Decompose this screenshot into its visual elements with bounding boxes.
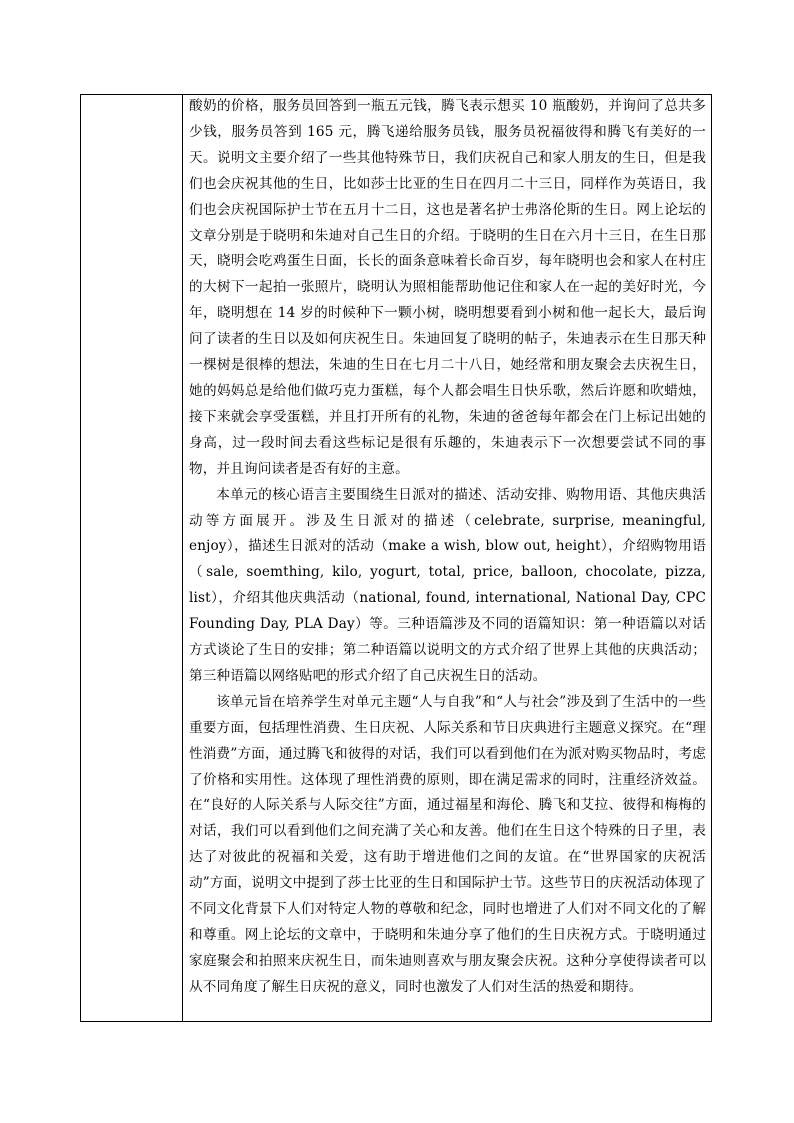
content-table bbox=[80, 94, 712, 1022]
label-cell bbox=[81, 95, 183, 1021]
paragraph-core-language: 本单元的核心语言主要围绕生日派对的描述、活动安排、购物用语、其他庆典活动等方面展开。涉及生日派对的描述（celebrate, surprise, meaningful, enjoy），描述生日派对的活动（make a wish, blow out, height），介绍购物用语（sale, soemthing, kilo, yogurt, total, price, balloon, chocolate, pizza, list），介绍其他庆典活动（national, found, international, National Day, CPC Founding Day, PLA Day）等。三种语篇涉及不同的语篇知识：第一种语篇以对话方式谈论了生日的安排；第二种语篇以说明文的方式介绍了世界上其他的庆典活动；第三种语篇以网络贴吧的形式介绍了自己庆祝生日的活动。 bbox=[189, 486, 706, 684]
paragraph-theme-meaning: 该单元旨在培养学生对单元主题“人与自我”和“人与社会”涉及到了生活中的一些重要方面，包括理性消费、生日庆祝、人际关系和节日庆典进行主题意义探究。在“理性消费”方面，通过腾飞和彼得的对话，我们可以看到他们在为派对购买物品时，考虑了价格和实用性。这体现了理性消费的原则，即在满足需求的同时，注重经济效益。在“良好的人际关系与人际交往”方面，通过福星和海伦、腾飞和艾拉、彼得和梅梅的对话，我们可以看到他们之间充满了关心和友善。他们在生日这个特殊的日子里，表达了对彼此的祝福和关爱，这有助于增进他们之间的友谊。在“世界国家的庆祝活动”方面，说明文中提到了莎士比亚的生日和国际护士节。这些节日的庆祝活动体现了不同文化背景下人们对特定人物的尊敬和纪念，同时也增进了人们对不同文化的了解和尊重。网上论坛的文章中，于晓明和朱迪分享了他们的生日庆祝方式。于晓明通过家庭聚会和拍照来庆祝生日，而朱迪则喜欢与朋友聚会庆祝。这种分享使得读者可以从不同角度了解生日庆祝的意义，同时也激发了人们对生活的热爱和期待。 bbox=[189, 693, 706, 995]
content-cell bbox=[183, 95, 711, 1021]
paragraph-text-summary: 酸奶的价格，服务员回答到一瓶五元钱，腾飞表示想买 10 瓶酸奶，并询问了总共多少钱，服务员答到 165 元，腾飞递给服务员钱，服务员祝福彼得和腾飞有美好的一天。说明文主要介绍了一些其他特殊节日，我们庆祝自己和家人朋友的生日，但是我们也会庆祝其他的生日，比如莎士比亚的生日在四月二十三日，同样作为英语日，我们也会庆祝国际护士节在五月十二日，这也是著名护士弗洛伦斯的生日。网上论坛的文章分别是于晓明和朱迪对自己生日的介绍。于晓明的生日在六月十三日，在生日那天，晓明会吃鸡蛋生日面，长长的面条意味着长命百岁，每年晓明也会和家人在村庄的大树下一起拍一张照片，晓明认为照相能帮助他记住和家人在一起的美好时光，今年，晓明想在 14 岁的时候种下一颗小树，晓明想要看到小树和他一起长大，最后询问了读者的生日以及如何庆祝生日。朱迪回复了晓明的帖子，朱迪表示在生日那天种一棵树是很棒的想法，朱迪的生日在七月二十八日，她经常和朋友聚会去庆祝生日，她的妈妈总是给他们做巧克力蛋糕，每个人都会唱生日快乐歌，然后许愿和吹蜡烛，接下来就会享受蛋糕，并且打开所有的礼物，朱迪的爸爸每年都会在门上标记出她的身高，过一段时间去看这些标记是很有乐趣的，朱迪表示下一次想要尝试不同的事物，并且询问读者是否有好的主意。 bbox=[189, 98, 706, 477]
